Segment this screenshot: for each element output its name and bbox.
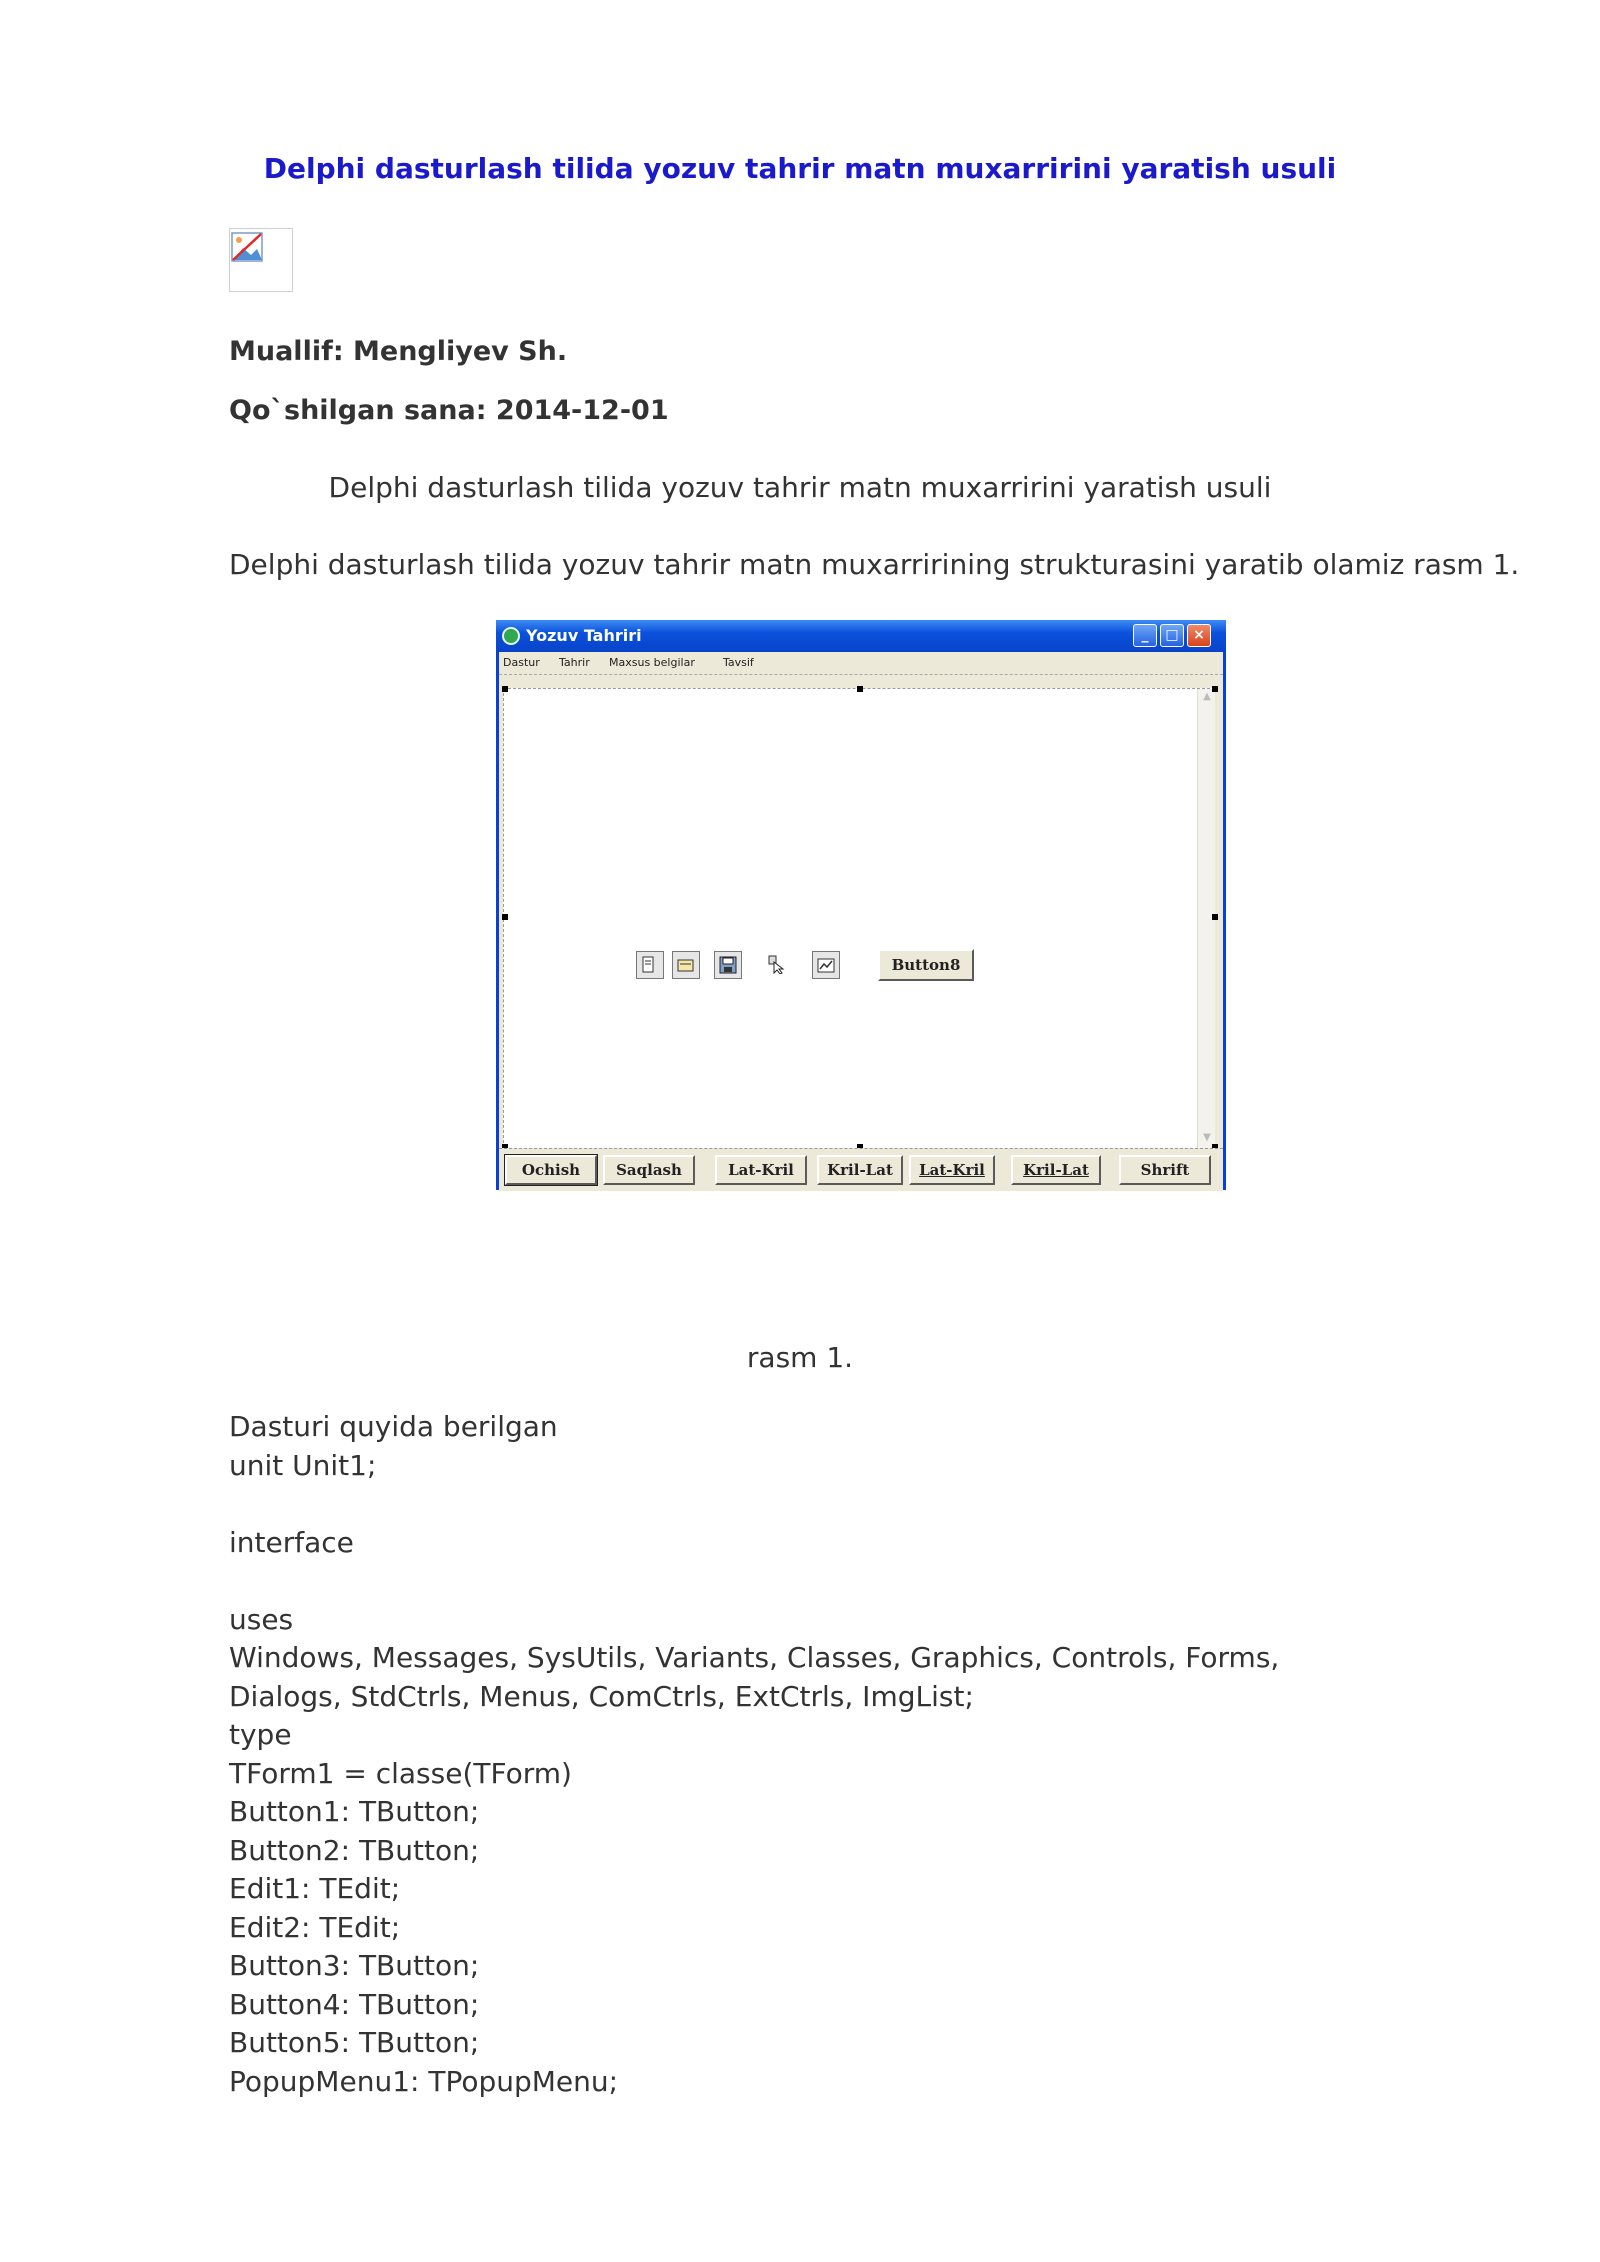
code-line: type	[229, 1718, 292, 1751]
code-listing	[229, 1408, 1279, 2101]
lat-kril-button: Lat-Kril	[715, 1155, 807, 1185]
minimize-icon: _	[1133, 624, 1157, 647]
code-line: Button3: TButton;	[229, 1949, 480, 1982]
selection-handle	[857, 686, 863, 692]
close-icon: ×	[1187, 624, 1211, 647]
code-line: Dialogs, StdCtrls, Menus, ComCtrls, ExtCtrls, ImgList;	[229, 1679, 974, 1713]
figure-caption: rasm 1.	[746, 1341, 854, 1374]
cursor-tool-icon	[762, 951, 790, 979]
save-disk-icon	[714, 951, 742, 979]
code-line: interface	[229, 1525, 354, 1559]
code-line	[229, 1485, 1279, 1524]
menu-item-maxsus-belgilar: Maxsus belgilar	[609, 656, 695, 669]
code-line: uses	[229, 1602, 294, 1636]
window-titlebar	[496, 620, 1226, 652]
code-line: Edit2: TEdit;	[229, 1910, 401, 1944]
memo-area	[503, 688, 1215, 1148]
button8: Button8	[878, 949, 974, 981]
code-line: Windows, Messages, SysUtils, Variants, Classes, Graphics, Controls, Forms,	[229, 1641, 1280, 1674]
author-line: Muallif: Mengliyev Sh.	[229, 336, 568, 367]
ochish-button: Ochish	[505, 1155, 597, 1185]
window-menubar	[499, 652, 1223, 675]
date-added-line: Qo`shilgan sana: 2014-12-01	[229, 395, 669, 426]
scroll-down-icon: ▼	[1203, 1132, 1211, 1143]
code-line: Button5: TButton;	[229, 2026, 480, 2059]
selection-handle	[1212, 914, 1218, 920]
broken-image-icon	[229, 228, 293, 292]
menu-item-dastur: Dastur	[503, 656, 540, 669]
selection-handle	[502, 914, 508, 920]
code-line: Button2: TButton;	[229, 1833, 480, 1867]
app-icon	[502, 627, 520, 645]
code-line: PopupMenu1: TPopupMenu;	[229, 2064, 619, 2098]
image-list-icon	[812, 951, 840, 979]
selection-handle	[502, 686, 508, 692]
code-line	[229, 1562, 1279, 1601]
shrift-button: Shrift	[1119, 1155, 1211, 1185]
intro-paragraph: Delphi dasturlash tilida yozuv tahrir matn muxarririning strukturasini yaratib olamiz rasm 1.	[229, 548, 1520, 581]
new-file-icon	[636, 951, 664, 979]
code-line: Button4: TButton;	[229, 1987, 480, 2021]
kril-lat-underlined-button: Kril-Lat	[1011, 1155, 1101, 1185]
open-file-icon	[672, 951, 700, 979]
code-line: Button1: TButton;	[229, 1795, 480, 1828]
menu-item-tavsif: Tavsif	[723, 656, 754, 669]
code-line: Edit1: TEdit;	[229, 1872, 401, 1905]
saqlash-button: Saqlash	[603, 1155, 695, 1185]
code-line: TForm1 = classe(TForm)	[229, 1756, 572, 1790]
document-title: Delphi dasturlash tilida yozuv tahrir matn muxarririni yaratish usuli	[263, 152, 1337, 185]
scroll-up-icon: ▲	[1203, 691, 1211, 702]
subtitle: Delphi dasturlash tilida yozuv tahrir matn muxarririni yaratish usuli	[328, 471, 1272, 504]
code-line: Dasturi quyida berilgan	[229, 1410, 558, 1443]
window-title: Yozuv Tahriri	[526, 626, 642, 645]
maximize-icon: □	[1160, 624, 1184, 647]
code-line: unit Unit1;	[229, 1448, 377, 1482]
bottom-button-panel	[499, 1148, 1223, 1191]
lat-kril-underlined-button: Lat-Kril	[909, 1155, 995, 1185]
kril-lat-button: Kril-Lat	[817, 1155, 903, 1185]
selection-handle	[1212, 686, 1218, 692]
menu-item-tahrir: Tahrir	[559, 656, 590, 669]
delphi-form-screenshot	[496, 620, 1226, 1190]
